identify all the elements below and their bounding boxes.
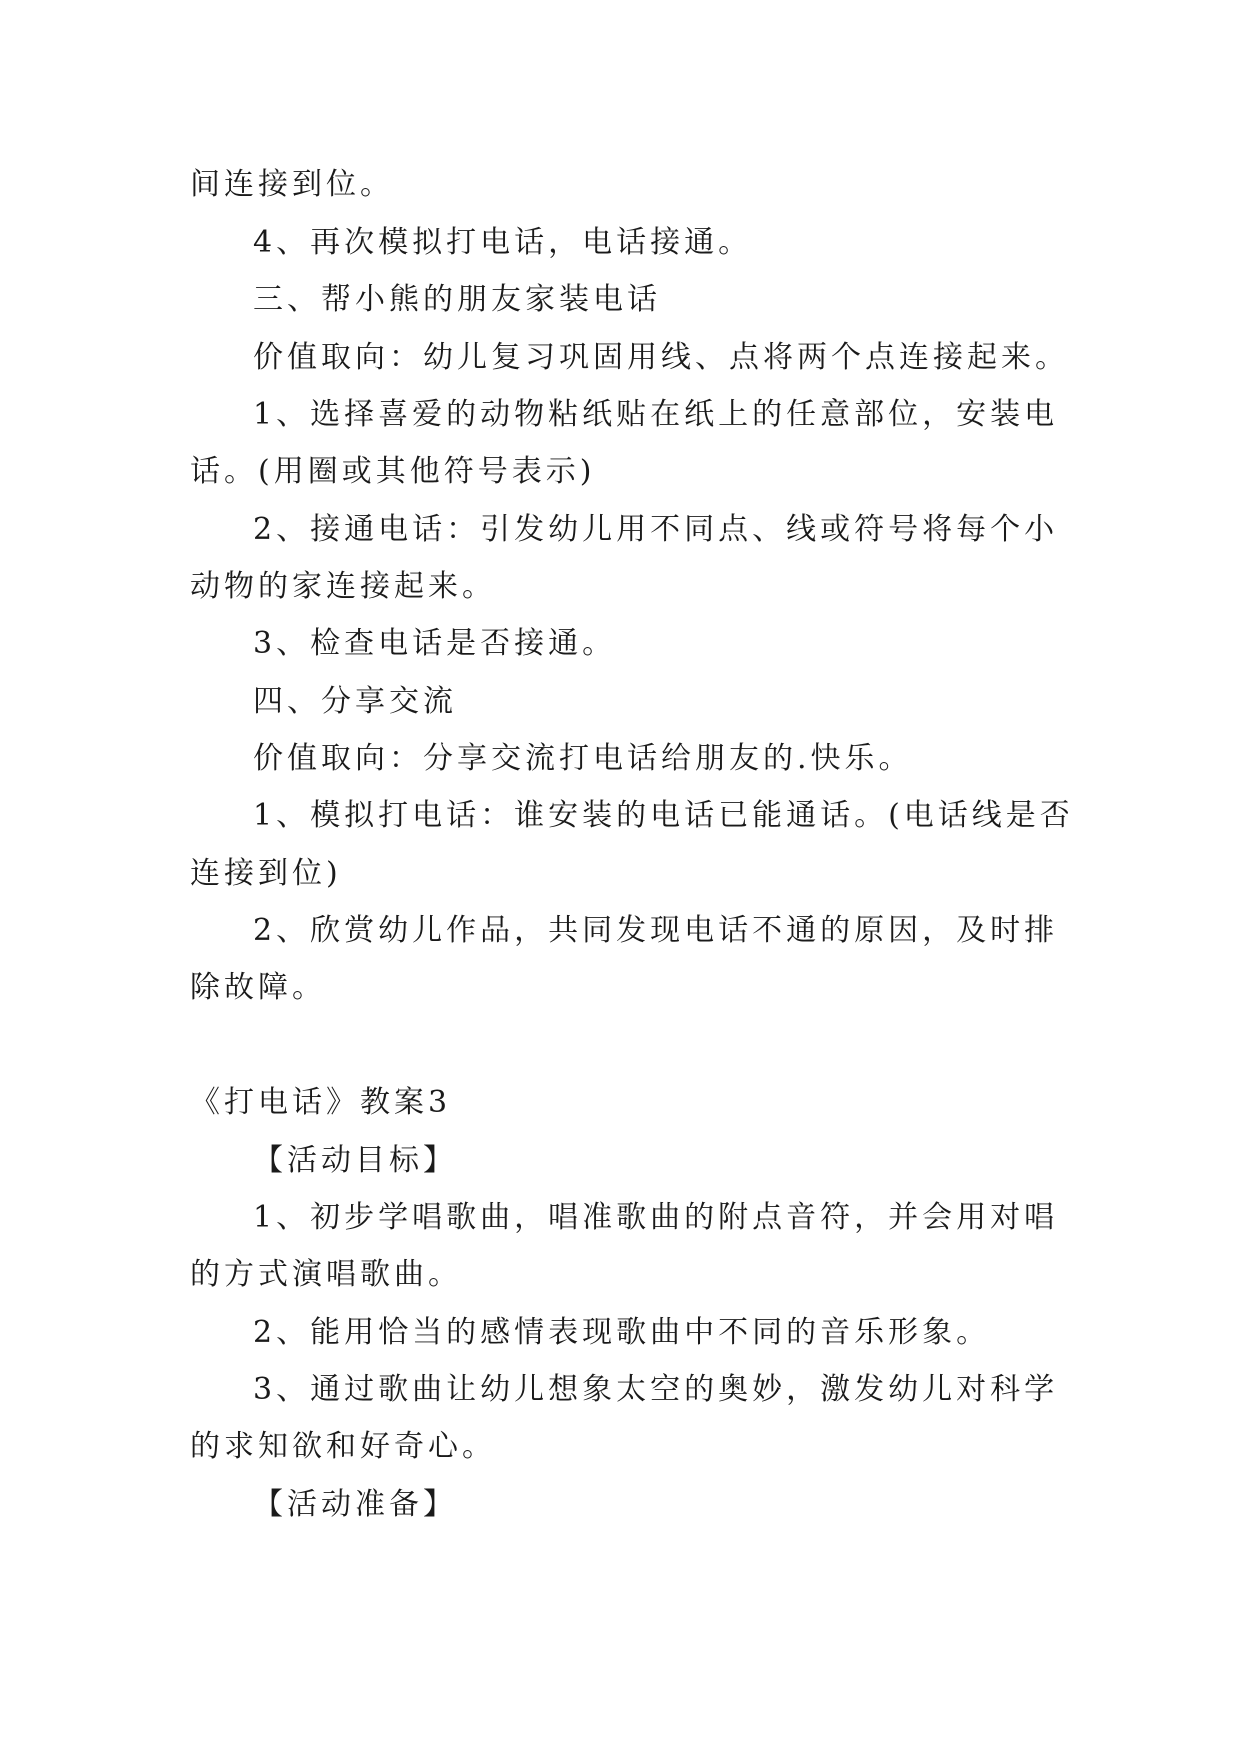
section-heading: 三、帮小熊的朋友家装电话 — [253, 282, 661, 317]
text-line: 2、能用恰当的感情表现歌曲中不同的音乐形象。 — [253, 1315, 991, 1350]
section-heading: 【活动准备】 — [253, 1487, 457, 1522]
text-line: 3、检查电话是否接通。 — [253, 626, 617, 661]
text-line: 价值取向：分享交流打电话给朋友的.快乐。 — [253, 741, 913, 776]
text-line: 连接到位) — [190, 856, 342, 891]
text-line: 4、再次模拟打电话，电话接通。 — [253, 225, 753, 260]
text-line: 的方式演唱歌曲。 — [190, 1257, 462, 1292]
section-heading: 四、分享交流 — [253, 684, 457, 719]
text-line: 2、欣赏幼儿作品，共同发现电话不通的原因，及时排 — [253, 913, 1059, 948]
text-line: 2、接通电话：引发幼儿用不同点、线或符号将每个小 — [253, 512, 1059, 547]
text-line: 1、初步学唱歌曲，唱准歌曲的附点音符，并会用对唱 — [253, 1200, 1059, 1235]
text-line: 除故障。 — [190, 970, 326, 1005]
lesson-title: 《打电话》教案3 — [190, 1085, 452, 1120]
text-line: 1、选择喜爱的动物粘纸贴在纸上的任意部位，安装电 — [253, 397, 1059, 432]
text-line: 价值取向：幼儿复习巩固用线、点将两个点连接起来。 — [253, 340, 1069, 375]
text-line: 间连接到位。 — [190, 167, 394, 202]
section-heading: 【活动目标】 — [253, 1143, 457, 1178]
text-line: 的求知欲和好奇心。 — [190, 1429, 496, 1464]
text-line: 1、模拟打电话：谁安装的电话已能通话。(电话线是否 — [253, 798, 1074, 833]
text-line: 话。(用圈或其他符号表示) — [190, 454, 596, 489]
text-line: 动物的家连接起来。 — [190, 569, 496, 604]
text-line: 3、通过歌曲让幼儿想象太空的奥妙，激发幼儿对科学 — [253, 1372, 1059, 1407]
